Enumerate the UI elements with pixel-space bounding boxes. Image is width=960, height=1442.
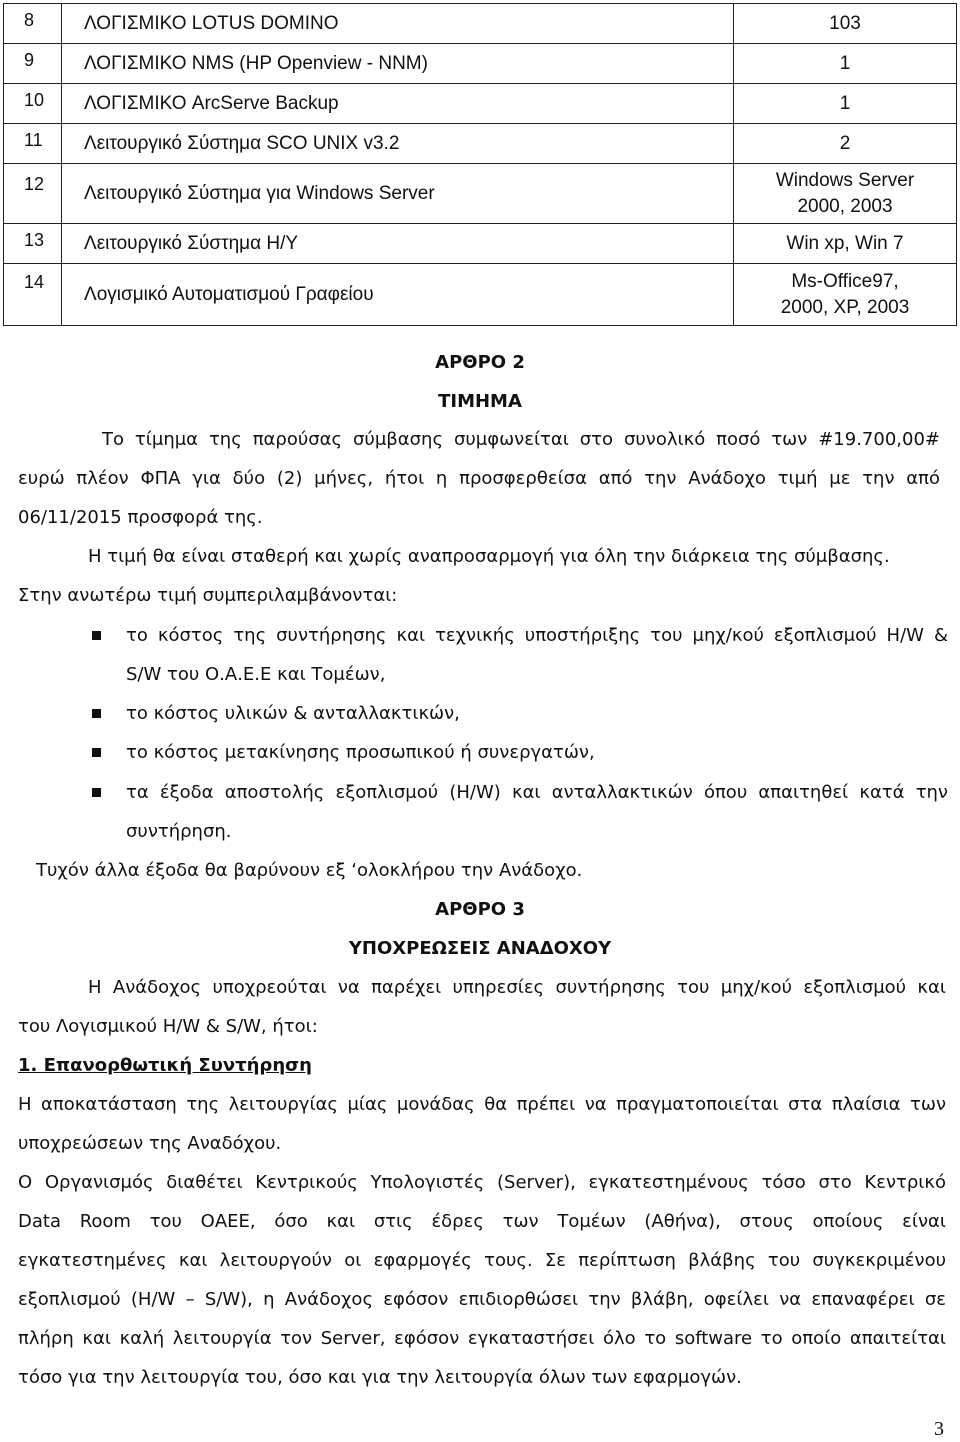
section-1-paragraph-line: εγκατεστημένες και λειτουργούν οι εφαρμογές τους. Σε περίπτωση βλάβης του συγκεκριμένου (18, 1250, 946, 1271)
table-row (4, 124, 957, 164)
bullet-item: τα έξοδα αποστολής εξοπλισμού (H/W) και ανταλλακτικών όπου απαιτηθεί κατά την (126, 782, 948, 803)
table-row (4, 164, 957, 224)
table-row (4, 224, 957, 264)
row-value: Win xp, Win 7 (734, 224, 957, 264)
table-row (4, 4, 957, 44)
row-value: 1 (734, 44, 957, 84)
bullet-item-continued: συντήρηση. (126, 821, 232, 842)
article-3-subheading: ΥΠΟΧΡΕΩΣΕΙΣ ΑΝΑΔΟΧΟΥ (348, 938, 612, 959)
article-2-other-costs-text: Τυχόν άλλα έξοδα θα βαρύνουν εξ ‘ολοκλήρου την Ανάδοχο. (36, 860, 583, 881)
row-value: 1 (734, 84, 957, 124)
row-number: 14 (4, 264, 62, 326)
section-1-paragraph-line: Η αποκατάσταση της λειτουργίας μίας μονάδας θα πρέπει να πραγματοποιείται στα πλαίσια των (18, 1094, 946, 1115)
row-description: Λογισμικό Αυτοματισμού Γραφείου (62, 264, 734, 326)
article-2-paragraph-line: ευρώ πλέον ΦΠΑ για δύο (2) μήνες, ήτοι η προσφερθείσα από την Ανάδοχο τιμή με την από (18, 468, 940, 489)
row-value (734, 164, 957, 224)
bullet-item: το κόστος της συντήρησης και τεχνικής υποστήριξης του μηχ/κού εξοπλισμού H/W & (126, 625, 948, 646)
article-2-subheading: ΤΙΜΗΜΑ (438, 391, 522, 412)
bullet-item: το κόστος υλικών & ανταλλακτικών, (126, 703, 460, 724)
bullet-item: το κόστος μετακίνησης προσωπικού ή συνεργατών, (126, 742, 595, 763)
row-number: 9 (4, 44, 62, 84)
article-2-includes-text: Στην ανωτέρω τιμή συμπεριλαμβάνονται: (18, 585, 398, 606)
bullet-icon (92, 788, 101, 797)
row-description: Λειτουργικό Σύστημα Η/Υ (62, 224, 734, 264)
row-value: 2 (734, 124, 957, 164)
table-row (4, 84, 957, 124)
row-description: Λειτουργικό Σύστημα SCO UNIX v3.2 (62, 124, 734, 164)
row-number: 11 (4, 124, 62, 164)
row-value-line: Ms-Office97, (791, 270, 899, 292)
row-description: ΛΟΓΙΣΜΙΚΟ NMS (HP Openview - NNM) (62, 44, 734, 84)
row-value-line: 2000, XP, 2003 (780, 296, 910, 318)
bullet-icon (92, 748, 101, 757)
row-description: ΛΟΓΙΣΜΙΚΟ LOTUS DOMINO (62, 4, 734, 44)
section-1-paragraph-line: εξοπλισμού (H/W – S/W), η Ανάδοχος εφόσον επιδιορθώσει την βλάβη, οφείλει να επαναφέρει σε (18, 1289, 946, 1310)
article-2-heading: ΑΡΘΡΟ 2 (435, 352, 525, 373)
row-description: Λειτουργικό Σύστημα για Windows Server (62, 164, 734, 224)
row-value-line: Windows Server (775, 169, 915, 191)
row-value (734, 264, 957, 326)
row-value: 103 (734, 4, 957, 44)
section-1-title: 1. Επανορθωτική Συντήρηση (18, 1055, 312, 1076)
bullet-icon (92, 709, 101, 718)
article-3-paragraph-line: του Λογισμικού H/W & S/W, ήτοι: (18, 1016, 318, 1037)
bullet-icon (92, 631, 101, 640)
row-number: 10 (4, 84, 62, 124)
row-number: 8 (4, 4, 62, 44)
software-table (3, 3, 957, 326)
bullet-item-continued: S/W του Ο.Α.Ε.Ε και Τομέων, (126, 664, 386, 685)
article-2-fixed-price-text: Η τιμή θα είναι σταθερή και χωρίς αναπροσαρμογή για όλη την διάρκεια της σύμβασης. (88, 546, 890, 567)
section-1-paragraph-line: τόσο για την λειτουργία του, όσο και για την λειτουργία όλων των εφαρμογών. (18, 1367, 742, 1388)
row-number: 12 (4, 164, 62, 224)
article-3-heading: ΑΡΘΡΟ 3 (435, 899, 525, 920)
section-1-paragraph-line: υποχρεώσεων της Αναδόχου. (18, 1133, 282, 1154)
article-2-paragraph-line: Το τίμημα της παρούσας σύμβασης συμφωνείται στο συνολικό ποσό των #19.700,00# (102, 429, 940, 450)
row-number: 13 (4, 224, 62, 264)
table-row (4, 44, 957, 84)
article-2-paragraph-line: 06/11/2015 προσφορά της. (18, 507, 263, 528)
row-description: ΛΟΓΙΣΜΙΚΟ ArcServe Backup (62, 84, 734, 124)
table-row (4, 264, 957, 326)
article-3-paragraph-line: Η Ανάδοχος υποχρεούται να παρέχει υπηρεσίες συντήρησης του μηχ/κού εξοπλισμού και (88, 977, 946, 998)
section-1-paragraph-line: Ο Οργανισμός διαθέτει Κεντρικούς Υπολογιστές (Server), εγκατεστημένους τόσο στο Κεντρικό (18, 1172, 946, 1193)
row-value-line: 2000, 2003 (797, 195, 893, 217)
page-number: 3 (934, 1418, 944, 1440)
section-1-paragraph-line: Data Room του ΟΑΕΕ, όσο και στις έδρες των Τομέων (Αθήνα), στους οποίους είναι (18, 1211, 946, 1232)
section-1-paragraph-line: πλήρη και καλή λειτουργία τον Server, εφόσον εγκαταστήσει όλο το software το οποίο απαιτείται (18, 1328, 946, 1349)
